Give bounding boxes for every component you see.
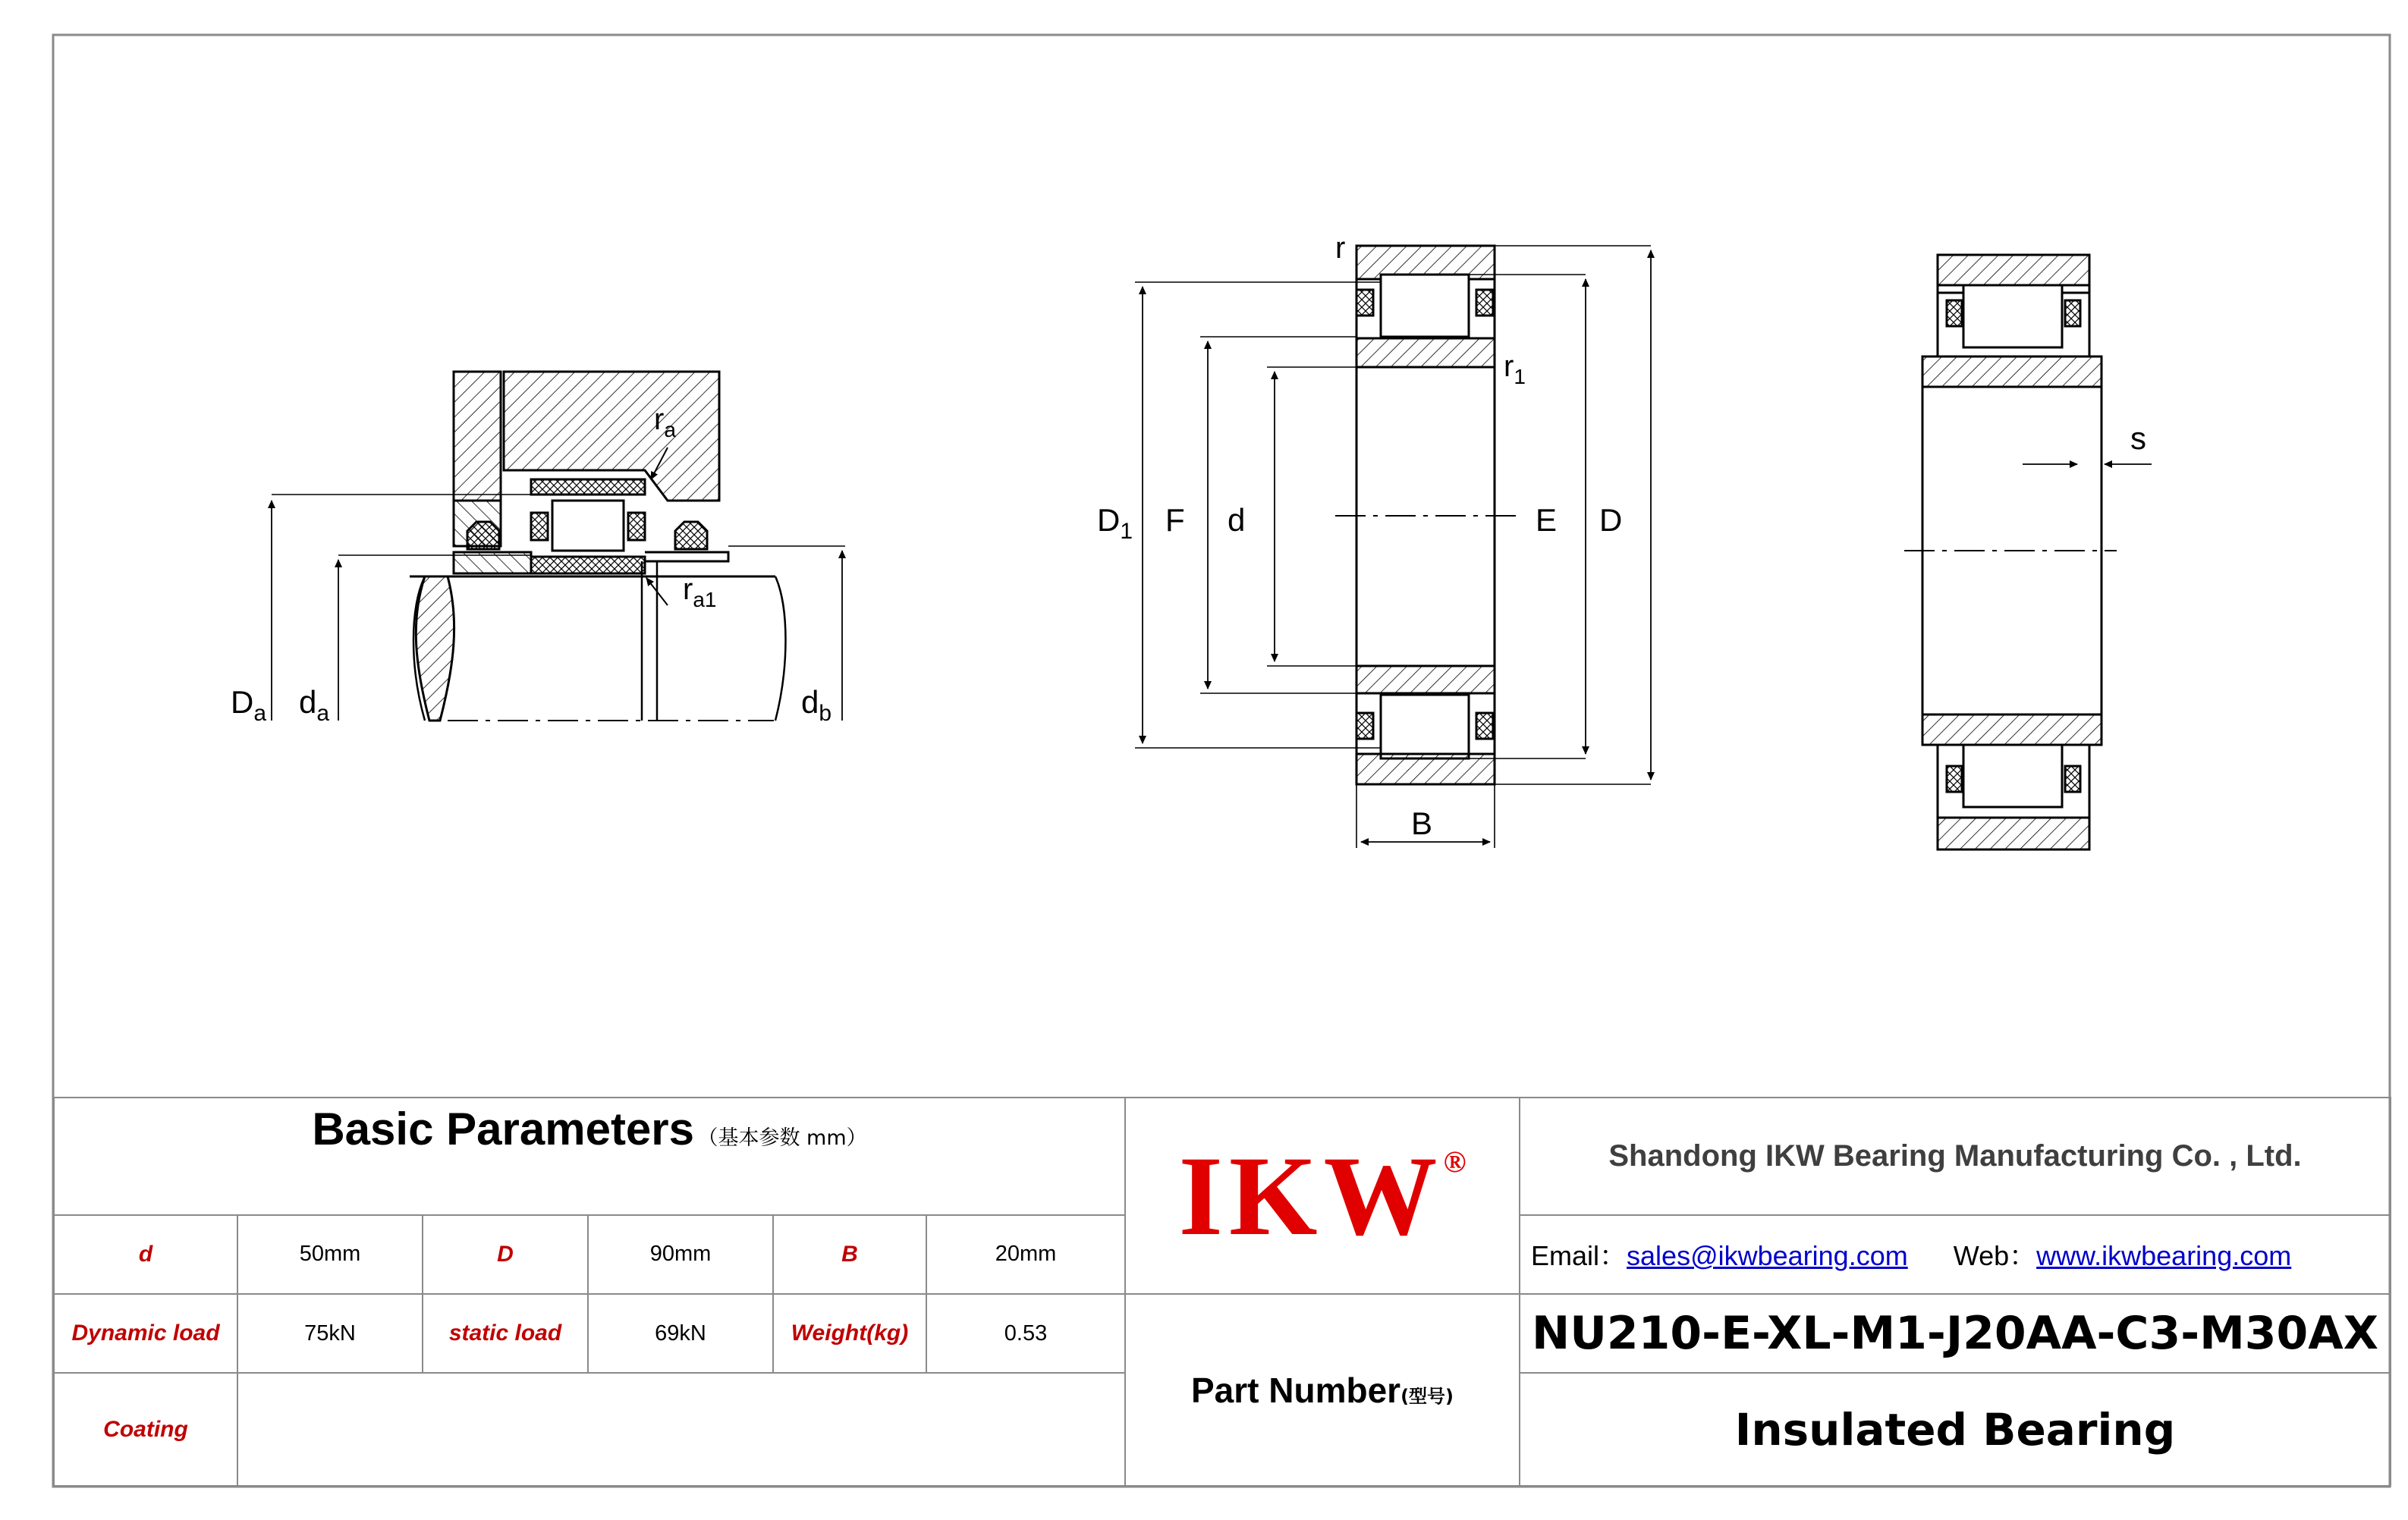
section-roller-bottom — [1381, 695, 1469, 758]
label-B: B — [1411, 806, 1433, 841]
housing-shoulder-left — [454, 372, 501, 501]
shaft-section — [416, 576, 454, 721]
params-subtitle: （基本参数 mm） — [697, 1126, 867, 1150]
param-name-dynamic-load: Dynamic load — [54, 1294, 237, 1373]
param-value-coating — [237, 1373, 1125, 1486]
label-F: F — [1165, 502, 1185, 538]
insulated-drawing — [1904, 255, 2152, 850]
label-da: $d_a$ — [299, 684, 330, 726]
param-name-static-load: static load — [423, 1294, 588, 1373]
email-link[interactable]: sales@ikwbearing.com — [1627, 1240, 1908, 1272]
shaft-outline — [413, 576, 786, 721]
logo-cell — [1125, 1098, 1520, 1294]
label-d: d — [1228, 502, 1246, 538]
section-inner-ring-bottom — [1356, 666, 1495, 693]
web-link[interactable]: www.ikwbearing.com — [2036, 1240, 2292, 1272]
part-number: NU210-E-XL-M1-J20AA-C3-M30AX — [1531, 1307, 2378, 1361]
param-value-dynamic-load: 75kN — [237, 1294, 423, 1373]
param-value-weight: 0.53 — [926, 1294, 1125, 1373]
label-r: r — [1335, 231, 1346, 265]
ikw-logo: IKW® — [1178, 1132, 1466, 1259]
param-value-D: 90mm — [588, 1215, 773, 1294]
mount-outer-ring — [531, 479, 645, 495]
company-name: Shandong IKW Bearing Manufacturing Co. , Ltd. — [1608, 1138, 2302, 1173]
label-ra1: $r_{a1}$ — [683, 573, 717, 611]
part-number-label-cell — [1125, 1294, 1520, 1486]
section-labels — [1097, 231, 1622, 841]
mount-inner-ring — [531, 557, 645, 573]
insulated-roller-top — [1963, 285, 2062, 347]
section-roller-top — [1381, 275, 1469, 337]
insulated-outer-ring-bottom — [1938, 818, 2089, 850]
contact-cell — [1520, 1215, 2391, 1294]
title-block — [53, 1097, 2391, 1487]
label-ra: $r_a$ — [654, 403, 676, 441]
label-s: s — [2130, 420, 2146, 456]
label-D: D — [1599, 502, 1623, 538]
mounting-drawing — [272, 372, 845, 721]
email-label: Email： — [1531, 1240, 1627, 1272]
part-number-label: Part Number(型号) — [1190, 1370, 1454, 1410]
mount-roller — [552, 501, 624, 551]
params-title: Basic Parameters — [312, 1104, 695, 1154]
param-value-static-load: 69kN — [588, 1294, 773, 1373]
label-db: $d_b$ — [801, 684, 832, 726]
param-value-B: 20mm — [926, 1215, 1125, 1294]
param-name-B: B — [773, 1215, 926, 1294]
insulated-roller-bottom — [1963, 745, 2062, 807]
product-type-cell — [1520, 1373, 2391, 1486]
product-type: Insulated Bearing — [1734, 1403, 2176, 1456]
part-number-cell — [1520, 1294, 2391, 1373]
label-D1: $D_1$ — [1097, 502, 1133, 544]
insulated-inner-ring-top — [1922, 356, 2101, 387]
section-drawing — [1135, 246, 1651, 848]
label-Da: $D_a$ — [231, 684, 267, 726]
label-r1: $r_1$ — [1504, 350, 1526, 388]
company-cell — [1520, 1098, 2391, 1215]
section-inner-ring-top — [1356, 338, 1495, 367]
param-name-d: d — [54, 1215, 237, 1294]
params-header — [54, 1098, 1125, 1215]
insulated-inner-ring-bottom — [1922, 714, 2101, 745]
insulated-outer-ring-top — [1938, 255, 2089, 285]
web-label: Web： — [1953, 1240, 2037, 1272]
param-value-d: 50mm — [237, 1215, 423, 1294]
param-name-D: D — [423, 1215, 588, 1294]
param-name-coating: Coating — [54, 1373, 237, 1486]
label-E: E — [1536, 502, 1558, 538]
param-name-weight: Weight(kg) — [773, 1294, 926, 1373]
